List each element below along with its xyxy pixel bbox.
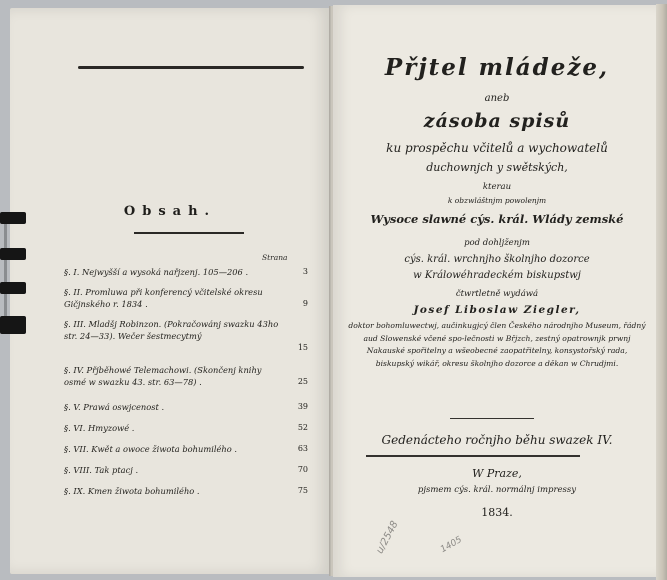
toc-item-label: §. II. Promluwa při konferencý včitelské okresu Gičjnského r. 1834 . bbox=[64, 287, 263, 309]
audience-line-2: duchownjch y swětských, bbox=[426, 161, 568, 174]
title-conjunction: aneb bbox=[484, 93, 510, 104]
kterau-line: kterau bbox=[482, 182, 512, 192]
book-subtitle: zásoba spisů bbox=[423, 110, 571, 132]
supervisor-line-2: w Králowéhradeckém biskupstwj bbox=[413, 270, 581, 281]
toc-item-page: 52 bbox=[297, 423, 308, 432]
imprint-printer: pjsmem cýs. král. normálnj impressy bbox=[417, 485, 577, 495]
binder-clip-icon bbox=[0, 212, 28, 340]
toc-item bbox=[64, 318, 310, 352]
toc-item-label: §. VI. Hmyzowé . bbox=[64, 423, 135, 433]
toc-item bbox=[64, 401, 310, 413]
toc-item bbox=[64, 464, 310, 476]
pencil-annotation: 1405 bbox=[439, 534, 464, 556]
top-rule bbox=[78, 66, 304, 69]
supervision-line: pod dohljženjm bbox=[464, 238, 530, 248]
toc-item bbox=[64, 485, 310, 497]
toc-item bbox=[64, 422, 310, 434]
imprint-rule bbox=[366, 455, 580, 457]
toc-item-page: 9 bbox=[302, 299, 308, 308]
pencil-annotation: u/2548 bbox=[374, 519, 401, 556]
audience-line-1: ku prospěchu včitelů a wychowatelů bbox=[386, 141, 608, 155]
book-title: Přjtel mládeže, bbox=[384, 54, 610, 81]
toc-item-page: 15 bbox=[297, 343, 308, 352]
imprint-place: W Praze, bbox=[472, 467, 522, 480]
toc-item-page: 25 bbox=[297, 377, 308, 386]
toc-item-page: 70 bbox=[297, 465, 308, 474]
imprint-year: 1834. bbox=[481, 506, 513, 519]
supervisor-line-1: cýs. král. wrchnjho školnjho dozorce bbox=[404, 254, 590, 265]
toc-item-page: 63 bbox=[297, 444, 308, 453]
toc-item-label: §. IV. Přjběhowé Telemachowi. (Skončenj knihy osmé w swazku 43. str. 63—78) . bbox=[64, 365, 262, 387]
volume-line: Gedenácteho ročnjho běhu swazek IV. bbox=[381, 433, 613, 447]
page-edges bbox=[656, 4, 667, 580]
toc-item-page: 39 bbox=[297, 402, 308, 411]
publication-frequency: čtwrtletně wydáwá bbox=[455, 289, 539, 299]
toc-item-label: §. VII. Kwět a owoce žiwota bohumilého . bbox=[64, 444, 238, 454]
toc-item-label: §. IX. Kmen žiwota bohumilého . bbox=[64, 486, 200, 496]
contents-heading: Obsah. bbox=[123, 204, 217, 219]
heading-rule bbox=[134, 232, 244, 234]
toc-item bbox=[64, 364, 310, 388]
editor-description: doktor bohomluwectwj, aučinkugjcý člen Českého národnjho Museum, řádný aud Slowenské včené spo-lečnosti w Břjzch, zestný opatrownjk prwnj Nakauské spořitelny a wšeobecné zaopatřitelny, konsystořský rada, biskupský wikář, okresu školnjho dozorce a děkan w Chrudjmi. bbox=[348, 321, 646, 368]
toc-item bbox=[64, 286, 310, 310]
toc-item-page: 3 bbox=[302, 267, 308, 276]
editor-name: Josef Liboslaw Ziegler, bbox=[413, 304, 581, 316]
toc-item-page: 75 bbox=[297, 486, 308, 495]
toc-item-label: §. V. Prawá oswjcenost . bbox=[64, 402, 165, 412]
toc-item-label: §. III. Mladšj Robinzon. (Pokračowánj swazku 43ho str. 24—33). Wečer šestmecytmý bbox=[64, 319, 279, 341]
page-column-label: Strana bbox=[262, 253, 288, 262]
divider-rule bbox=[450, 418, 534, 419]
permission-line: k obzwláštnjm powolenjm bbox=[447, 196, 547, 205]
toc-item-label: §. I. Nejwyšší a wysoká nařjzenj. 105—206 . bbox=[64, 267, 249, 277]
toc-item-label: §. VIII. Tak ptacj . bbox=[64, 465, 139, 475]
toc-item bbox=[64, 266, 310, 278]
authority-line: Wysoce slawné cýs. král. Wlády zemské bbox=[370, 212, 624, 226]
toc-item bbox=[64, 443, 310, 455]
